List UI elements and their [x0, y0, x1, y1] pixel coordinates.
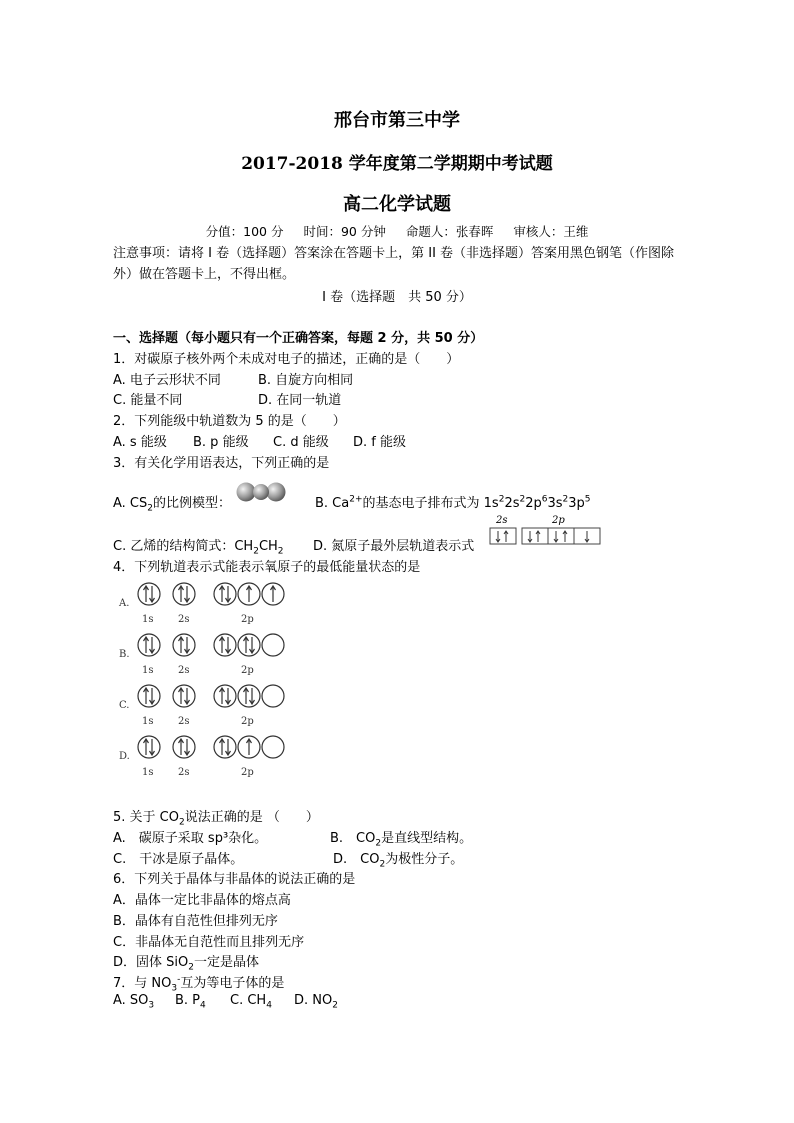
- spin-down-arrow: [226, 739, 231, 755]
- section1-heading: 一、选择题（每小题只有一个正确答案，每题 2 分，共 50 分）: [113, 331, 484, 346]
- spin-up-arrow: [244, 688, 249, 704]
- spin-up-arrow: [220, 739, 225, 755]
- orbital-circle: [238, 685, 260, 707]
- q5-option-b: B. $CO_2$是直线型结构。: [330, 831, 473, 849]
- exam-meta: [0, 222, 794, 240]
- orbital-circle: [214, 583, 236, 605]
- svg-text:1s: 1s: [142, 767, 154, 778]
- spin-down-arrow: [185, 688, 190, 704]
- q1-stem: 1．对碳原子核外两个未成对电子的描述，正确的是（ ）: [113, 352, 460, 367]
- spin-down-arrow: [150, 739, 155, 755]
- q5-options-row1: [113, 827, 472, 849]
- q3-option-b: B. $Ca^{2+}$的基态电子排布式为 $1s^22s^22p^63s^23p^5$: [315, 494, 591, 511]
- svg-text:2p: 2p: [241, 716, 254, 727]
- spin-down-arrow: [150, 637, 155, 653]
- orbital-circle: [138, 736, 160, 758]
- orbital-circle: [238, 634, 260, 656]
- q1-options-row2: [113, 389, 341, 408]
- spin-up-arrow: [179, 688, 184, 704]
- orbital-circle: [173, 685, 195, 707]
- svg-text:2p: 2p: [552, 515, 565, 526]
- school-title: 邢台市第三中学: [334, 110, 460, 131]
- svg-text:B.: B.: [119, 649, 130, 660]
- spin-up-arrow: [244, 637, 249, 653]
- orbital-circle: [138, 634, 160, 656]
- orbital-circle: [173, 583, 195, 605]
- q5-options-row2: [113, 848, 463, 870]
- q7-option-a: A. $SO_3$: [113, 993, 155, 1011]
- q1-option-a: A. 电子云形状不同: [113, 373, 221, 388]
- spin-up-arrow: [144, 739, 149, 755]
- q6-option-c: C．非晶体无自范性而且排列无序: [113, 935, 305, 950]
- q1-option-c: C. 能量不同: [113, 393, 183, 408]
- spin-up-arrow: [271, 586, 276, 602]
- spin-down-arrow: [185, 739, 190, 755]
- spin-up-arrow: [179, 637, 184, 653]
- spin-up-arrow: [220, 637, 225, 653]
- cs2-space-filling-model: [234, 481, 288, 503]
- svg-text:2s: 2s: [178, 614, 190, 625]
- q5-option-d: D. $CO_2$为极性分子。: [333, 852, 464, 870]
- svg-text:1s: 1s: [142, 614, 154, 625]
- spin-up-arrow: [220, 688, 225, 704]
- q1-options-row1: [113, 369, 353, 388]
- oxygen-orbital-options: [113, 580, 313, 780]
- nitrogen-orbital-diagram: [488, 513, 608, 549]
- svg-text:C.: C.: [119, 700, 130, 711]
- orbital-circle: [173, 736, 195, 758]
- svg-text:2s: 2s: [178, 716, 190, 727]
- q2-option-b: B. p 能级: [193, 435, 249, 450]
- spin-down-arrow: [226, 586, 231, 602]
- q6-option-a: A．晶体一定比非晶体的熔点高: [113, 893, 291, 908]
- reviewer-info: 审核人：王维: [513, 224, 589, 239]
- spin-down-arrow: [185, 586, 190, 602]
- orbital-circle: [262, 634, 284, 656]
- q2-option-d: D. f 能级: [353, 435, 406, 450]
- q3-stem: 3．有关化学用语表达，下列正确的是: [113, 456, 330, 471]
- q6-option-d: D．固体 SiO$_2$一定是晶体: [113, 955, 259, 973]
- subject-title: 高二化学试题: [343, 194, 451, 215]
- spin-up-arrow: [247, 739, 252, 755]
- svg-text:2s: 2s: [178, 767, 190, 778]
- q5-option-c: C. 干冰是原子晶体。: [113, 852, 244, 867]
- spin-up-arrow: [144, 688, 149, 704]
- orbital-circle: [138, 583, 160, 605]
- q7-option-d: D. $NO_2$: [294, 993, 338, 1011]
- spin-down-arrow: [250, 637, 255, 653]
- q7-option-c: C. $CH_4$: [230, 993, 272, 1011]
- q7-stem: 7．与 $NO_3^-$互为等电子体的是: [113, 974, 285, 994]
- svg-text:D.: D.: [119, 751, 130, 762]
- q7-option-b: B. $P_4$: [175, 993, 206, 1011]
- q2-options: [113, 431, 406, 450]
- orbital-circle: [262, 685, 284, 707]
- spin-down-arrow: [250, 688, 255, 704]
- score-info: 分值：100 分: [205, 224, 284, 239]
- orbital-circle: [173, 634, 195, 656]
- svg-text:2p: 2p: [241, 665, 254, 676]
- svg-text:2s: 2s: [496, 515, 508, 526]
- spin-down-arrow: [150, 586, 155, 602]
- orbital-circle: [214, 736, 236, 758]
- orbital-circle: [214, 634, 236, 656]
- q2-option-c: C. d 能级: [273, 435, 329, 450]
- q1-option-d: D. 在同一轨道: [258, 393, 342, 408]
- spin-up-arrow: [179, 739, 184, 755]
- svg-text:2s: 2s: [178, 665, 190, 676]
- q4-stem: 4．下列轨道表示式能表示氧原子的最低能量状态的是: [113, 560, 421, 575]
- spin-up-arrow: [144, 637, 149, 653]
- spin-down-arrow: [185, 637, 190, 653]
- svg-text:A.: A.: [119, 598, 130, 609]
- svg-text:2p: 2p: [241, 767, 254, 778]
- q2-stem: 2．下列能级中轨道数为 5 的是（ ）: [113, 414, 346, 429]
- q3-option-c: C. 乙烯的结构简式：$CH_2CH_2$: [113, 539, 284, 557]
- spin-up-arrow: [247, 586, 252, 602]
- spin-up-arrow: [179, 586, 184, 602]
- svg-text:1s: 1s: [142, 665, 154, 676]
- spin-down-arrow: [150, 688, 155, 704]
- q2-option-a: A. s 能级: [113, 435, 167, 450]
- q7-options: [113, 993, 338, 1011]
- q3-option-a: A. $CS_2$的比例模型：: [113, 496, 232, 514]
- spin-down-arrow: [226, 637, 231, 653]
- spin-up-arrow: [144, 586, 149, 602]
- svg-text:1s: 1s: [142, 716, 154, 727]
- orbital-circle: [138, 685, 160, 707]
- notice-text: 注意事项：请将 I 卷（选择题）答案涂在答题卡上，第 II 卷（非选择题）答案用黑色钢笔（作图除外）做在答题卡上，不得出框。: [113, 246, 675, 282]
- spin-up-arrow: [220, 586, 225, 602]
- author-info: 命题人：张春晖: [405, 224, 494, 239]
- q6-option-b: B．晶体有自范性但排列无序: [113, 914, 278, 929]
- time-info: 时间：90 分钟: [303, 224, 386, 239]
- q3-option-d: D. 氮原子最外层轨道表示式: [313, 539, 475, 554]
- q5-stem: 5. 关于 $CO_2$说法正确的是 （ ）: [113, 810, 319, 828]
- part1-heading: I 卷（选择题 共 50 分）: [322, 290, 472, 305]
- q5-option-a: A. 碳原子采取 sp³杂化。: [113, 831, 268, 846]
- spin-down-arrow: [226, 688, 231, 704]
- orbital-circle: [214, 685, 236, 707]
- q6-stem: 6．下列关于晶体与非晶体的说法正确的是: [113, 872, 356, 887]
- exam-title: 2017-2018 学年度第二学期期中考试题: [241, 154, 553, 174]
- orbital-circle: [262, 736, 284, 758]
- q1-option-b: B. 自旋方向相同: [258, 373, 354, 388]
- svg-text:2p: 2p: [241, 614, 254, 625]
